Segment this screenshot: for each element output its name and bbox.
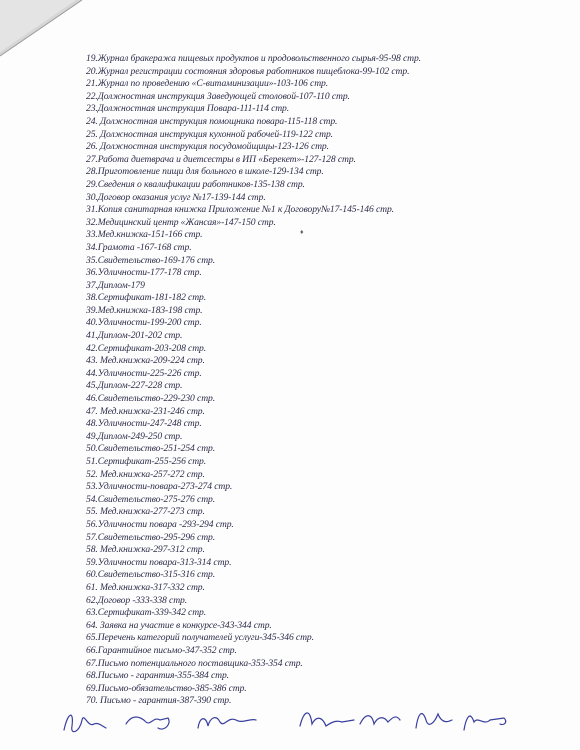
document-line: 40.Удличности-199-200 стр. (86, 317, 202, 329)
document-line: 22.Должностная инструкция Заведующей столовой-107-110 стр. (86, 90, 350, 102)
document-line: 46.Свидетельство-229-230 стр. (86, 393, 216, 405)
document-line: 69.Письмо-обязательство-385-386 стр. (86, 682, 247, 694)
document-line: 58. Мед.книжка-297-312 стр. (86, 544, 205, 556)
document-line: 35.Свидетельство-169-176 стр. (86, 254, 216, 266)
document-line: 36.Удличности-177-178 стр. (86, 267, 202, 279)
document-line: 63.Сертификат-339-342 стр. (86, 607, 207, 619)
document-line: 21.Журнал по проведению «С-витаминизации»-103-106 стр. (86, 78, 329, 90)
document-line: 65.Перечень категорий получателей услуги-345-346 стр. (86, 632, 314, 644)
document-line: 42.Сертификат-203-208 стр. (86, 342, 207, 354)
document-line: 25. Должностная инструкция кухонной рабочей-119-122 стр. (86, 128, 333, 140)
document-line: 23.Должностная инструкция Повара-111-114 стр. (86, 103, 290, 115)
document-line: 37.Диплом-179 (86, 279, 145, 291)
document-line: 47. Мед.книжка-231-246 стр. (86, 405, 205, 417)
document-line: 57.Свидетельство-295-296 стр. (86, 531, 216, 543)
document-line: 61. Мед.книжка-317-332 стр. (86, 581, 205, 593)
document-line: 67.Письмо потенциального поставщика-353-354 стр. (86, 657, 303, 669)
document-line: 33.Мед.книжка-151-166 стр. (86, 229, 203, 241)
document-line: 64. Заявка на участие в конкурсе-343-344 стр. (86, 619, 272, 631)
document-line: 53.Удличности-повара-273-274 стр. (86, 481, 233, 493)
document-line: 41.Диплом-201-202 стр. (86, 330, 183, 342)
signature-4 (300, 713, 354, 726)
document-line: 44.Удличности-225-226 стр. (86, 367, 202, 379)
document-line: 49.Диплом-249-250 стр. (86, 430, 183, 442)
signature-5 (360, 716, 400, 724)
document-line: 28.Приготовление пищи для больного в школе-129-134 стр. (86, 166, 324, 178)
document-line: 31.Копия санитарная книжка Приложение №1 к Договору№17-145-146 стр. (86, 204, 394, 216)
document-line: 32.Медицинский центр «Жансая»-147-150 стр. (86, 216, 276, 228)
signatures-row (60, 702, 530, 742)
signature-1 (64, 715, 106, 732)
document-line: 52. Мед.книжка-257-272 стр. (86, 468, 205, 480)
stray-mark: ♦ (300, 228, 304, 236)
document-line: 50.Свидетельство-251-254 стр. (86, 443, 216, 455)
document-line: 19.Журнал бракеража пищевых продуктов и продовольственного сырья-95-98 стр. (86, 53, 421, 64)
document-line: 27.Работа диетврача и диетсестры в ИП «Берекет»-127-128 стр. (86, 153, 356, 165)
signature-3 (198, 718, 256, 728)
folded-corner-shadow (0, 0, 90, 60)
document-line: 55. Мед.книжка-277-273 стр. (86, 506, 205, 518)
document-line: 62.Договор -333-338 стр. (86, 594, 188, 606)
document-line: 45.Диплом-227-228 стр. (86, 380, 183, 392)
signature-7 (464, 716, 506, 730)
signature-2 (126, 717, 169, 729)
document-line: 43. Мед.книжка-209-224 стр. (86, 355, 205, 367)
document-line: 68.Письмо - гарантия-355-384 стр. (86, 670, 229, 682)
document-line: 30.Договор оказания услуг №17-139-144 стр. (86, 191, 266, 203)
document-line: 39.Мед.книжка-183-198 стр. (86, 304, 203, 316)
document-line: 48.Удличности-247-248 стр. (86, 418, 202, 430)
document-line: 56.Удличности повара -293-294 стр. (86, 518, 234, 530)
document-line: 29.Сведения о квалификации работников-135-138 стр. (86, 178, 305, 190)
document-line: 38.Сертификат-181-182 стр. (86, 292, 207, 304)
document-contents-list (86, 53, 556, 708)
signature-6 (416, 714, 452, 728)
document-line: 60.Свидетельство-315-316 стр. (86, 569, 216, 581)
document-line: 26. Должностная инструкция посудомойщицы-123-126 стр. (86, 141, 329, 153)
document-line: 51.Сертификат-255-256 стр. (86, 456, 207, 467)
document-line: 24. Должностная инструкция помощника повара-115-118 стр. (86, 115, 338, 127)
document-line: 54.Свидетельство-275-276 стр. (86, 493, 216, 505)
document-line: 34.Грамота -167-168 стр. (86, 241, 192, 253)
document-line: 59.Удличности повара-313-314 стр. (86, 556, 232, 568)
document-line: 70. Письмо - гарантия-387-390 стр. (86, 695, 232, 707)
document-line: 66.Гарантийное письмо-347-352 стр. (86, 644, 237, 656)
document-line: 20.Журнал регистрации состояния здоровья работников пищеблока-99-102 стр. (86, 65, 410, 77)
